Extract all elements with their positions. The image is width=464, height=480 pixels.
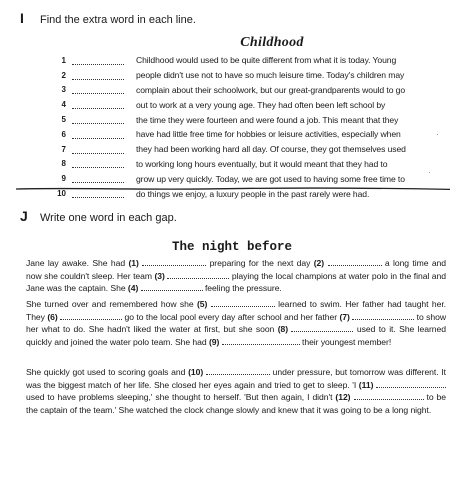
text-run: Jane lay awake. She had: [26, 258, 129, 268]
answer-blank[interactable]: [72, 56, 124, 65]
section-instruction: Write one word in each gap.: [40, 212, 177, 224]
text-run: playing the local champions at water polo in the final and Jane was the captain. She: [26, 270, 446, 294]
paragraph: [26, 366, 446, 416]
gap-number: (5): [196, 299, 208, 309]
gap-number: (8): [277, 324, 289, 335]
list-item: [52, 83, 452, 98]
line-text: people didn't use not to have so much leisure time. Today's children may: [136, 70, 405, 81]
gap-number: (11): [358, 379, 374, 390]
text-run: learned to swim. Her father had taught her. They: [26, 299, 446, 322]
gap-blank[interactable]: [222, 336, 300, 345]
line-number: 6: [61, 129, 66, 139]
gap-number: (6): [47, 311, 58, 322]
line-number: 8: [61, 159, 66, 169]
gap-number: (4): [127, 283, 139, 294]
text-run: go to the local pool every day after school and her father: [122, 311, 340, 322]
list-item: [52, 97, 452, 112]
gap-number: (12): [335, 392, 351, 403]
text-title: Childhood: [240, 35, 304, 50]
gap-blank[interactable]: [354, 391, 424, 400]
text-run: She quickly got used to scoring goals and: [26, 367, 189, 377]
stray-mark: ·: [436, 130, 439, 139]
gap-blank[interactable]: [291, 323, 353, 332]
line-number: 5: [61, 115, 66, 125]
line-number: 1: [61, 55, 66, 65]
section-divider: [16, 186, 450, 192]
list-item: [52, 68, 452, 83]
line-number: 9: [61, 174, 66, 184]
gap-number: (7): [339, 311, 350, 322]
list-item: [52, 112, 452, 127]
text-run: under pressure, but tomorrow was different. It was the biggest match of her life. She closed her eyes again and tried to get to sleep. 'I: [26, 367, 446, 390]
text-run: She turned over and remembered how she: [26, 299, 197, 309]
gap-blank[interactable]: [211, 298, 275, 307]
text-run: used to have problems sleeping,' she thought to herself. 'But then again, I didn't: [26, 392, 336, 403]
section-instruction: Find the extra word in each line.: [40, 14, 196, 26]
answer-blank[interactable]: [72, 174, 124, 183]
paragraph: [26, 257, 446, 295]
line-number: 3: [61, 85, 66, 95]
gap-blank[interactable]: [60, 311, 122, 320]
gap-blank[interactable]: [167, 270, 229, 279]
line-number: 2: [61, 70, 66, 80]
answer-blank[interactable]: [72, 71, 124, 80]
list-item: [52, 142, 452, 157]
list-item: [52, 171, 452, 186]
stray-mark: ·: [428, 168, 431, 177]
answer-blank[interactable]: [72, 159, 124, 168]
gap-blank[interactable]: [328, 257, 382, 266]
text-run: feeling the pressure.: [202, 283, 282, 294]
line-text: the time they were fourteen and were found a job. This meant that they: [136, 114, 399, 125]
gap-number: (2): [313, 258, 325, 268]
section-j-header: [20, 208, 177, 224]
line-text: grow up very quickly. Today, we are got used to having some free time to: [136, 173, 405, 184]
line-text: complain about their schoolwork, but our great-grandparents would to go: [136, 84, 406, 95]
text-title: The night before: [171, 240, 293, 254]
gap-number: (9): [208, 336, 220, 347]
text-run: their youngest member!: [299, 336, 392, 347]
gap-blank[interactable]: [141, 282, 203, 291]
list-item: [52, 157, 452, 172]
paragraph: [26, 298, 446, 348]
answer-blank[interactable]: [72, 145, 124, 154]
answer-blank[interactable]: [72, 115, 124, 124]
line-text: they had been working hard all day. Of course, they got themselves used: [136, 144, 406, 155]
text-run: to show her what to do. She hadn't liked the water at first, but she soon: [26, 311, 446, 335]
section-i-header: [20, 10, 196, 26]
text-run: to be the captain of the team.' She watched the clock change slowly and knew that it was going to be a long night.: [26, 392, 446, 415]
text-run: a long time and now she couldn't sleep. Her team: [26, 258, 447, 281]
line-list: [52, 53, 452, 201]
gap-blank[interactable]: [142, 257, 206, 266]
line-text: to working long hours eventually, but it would meant that they had to: [136, 158, 388, 169]
answer-blank[interactable]: [72, 100, 124, 109]
line-text: do things we enjoy, a luxury people in the past rarely were had.: [136, 188, 370, 199]
gap-blank[interactable]: [352, 311, 414, 320]
section-letter: J: [20, 208, 28, 224]
line-number: 10: [57, 189, 66, 199]
section-letter: I: [20, 10, 24, 26]
gap-number: (1): [128, 258, 139, 268]
answer-blank[interactable]: [72, 85, 124, 94]
line-number: 4: [61, 100, 66, 110]
gap-number: (3): [154, 270, 165, 281]
line-number: 7: [61, 144, 66, 154]
line-text: Childhood would used to be quite different from what it is today. Young: [136, 55, 397, 66]
text-run: used to it. She learned quickly and joined the water polo team. She had: [26, 324, 446, 347]
gap-number: (10): [188, 367, 204, 377]
list-item: [52, 53, 452, 68]
text-run: preparing for the next day: [206, 258, 314, 268]
list-item: [52, 127, 452, 142]
gap-blank[interactable]: [376, 379, 446, 388]
line-text: have had little free time for hobbies or leisure activities, especially when: [136, 129, 401, 140]
line-text: out to work at a very young age. They had often been left school by: [136, 99, 386, 110]
gap-blank[interactable]: [206, 366, 270, 375]
answer-blank[interactable]: [72, 130, 124, 139]
